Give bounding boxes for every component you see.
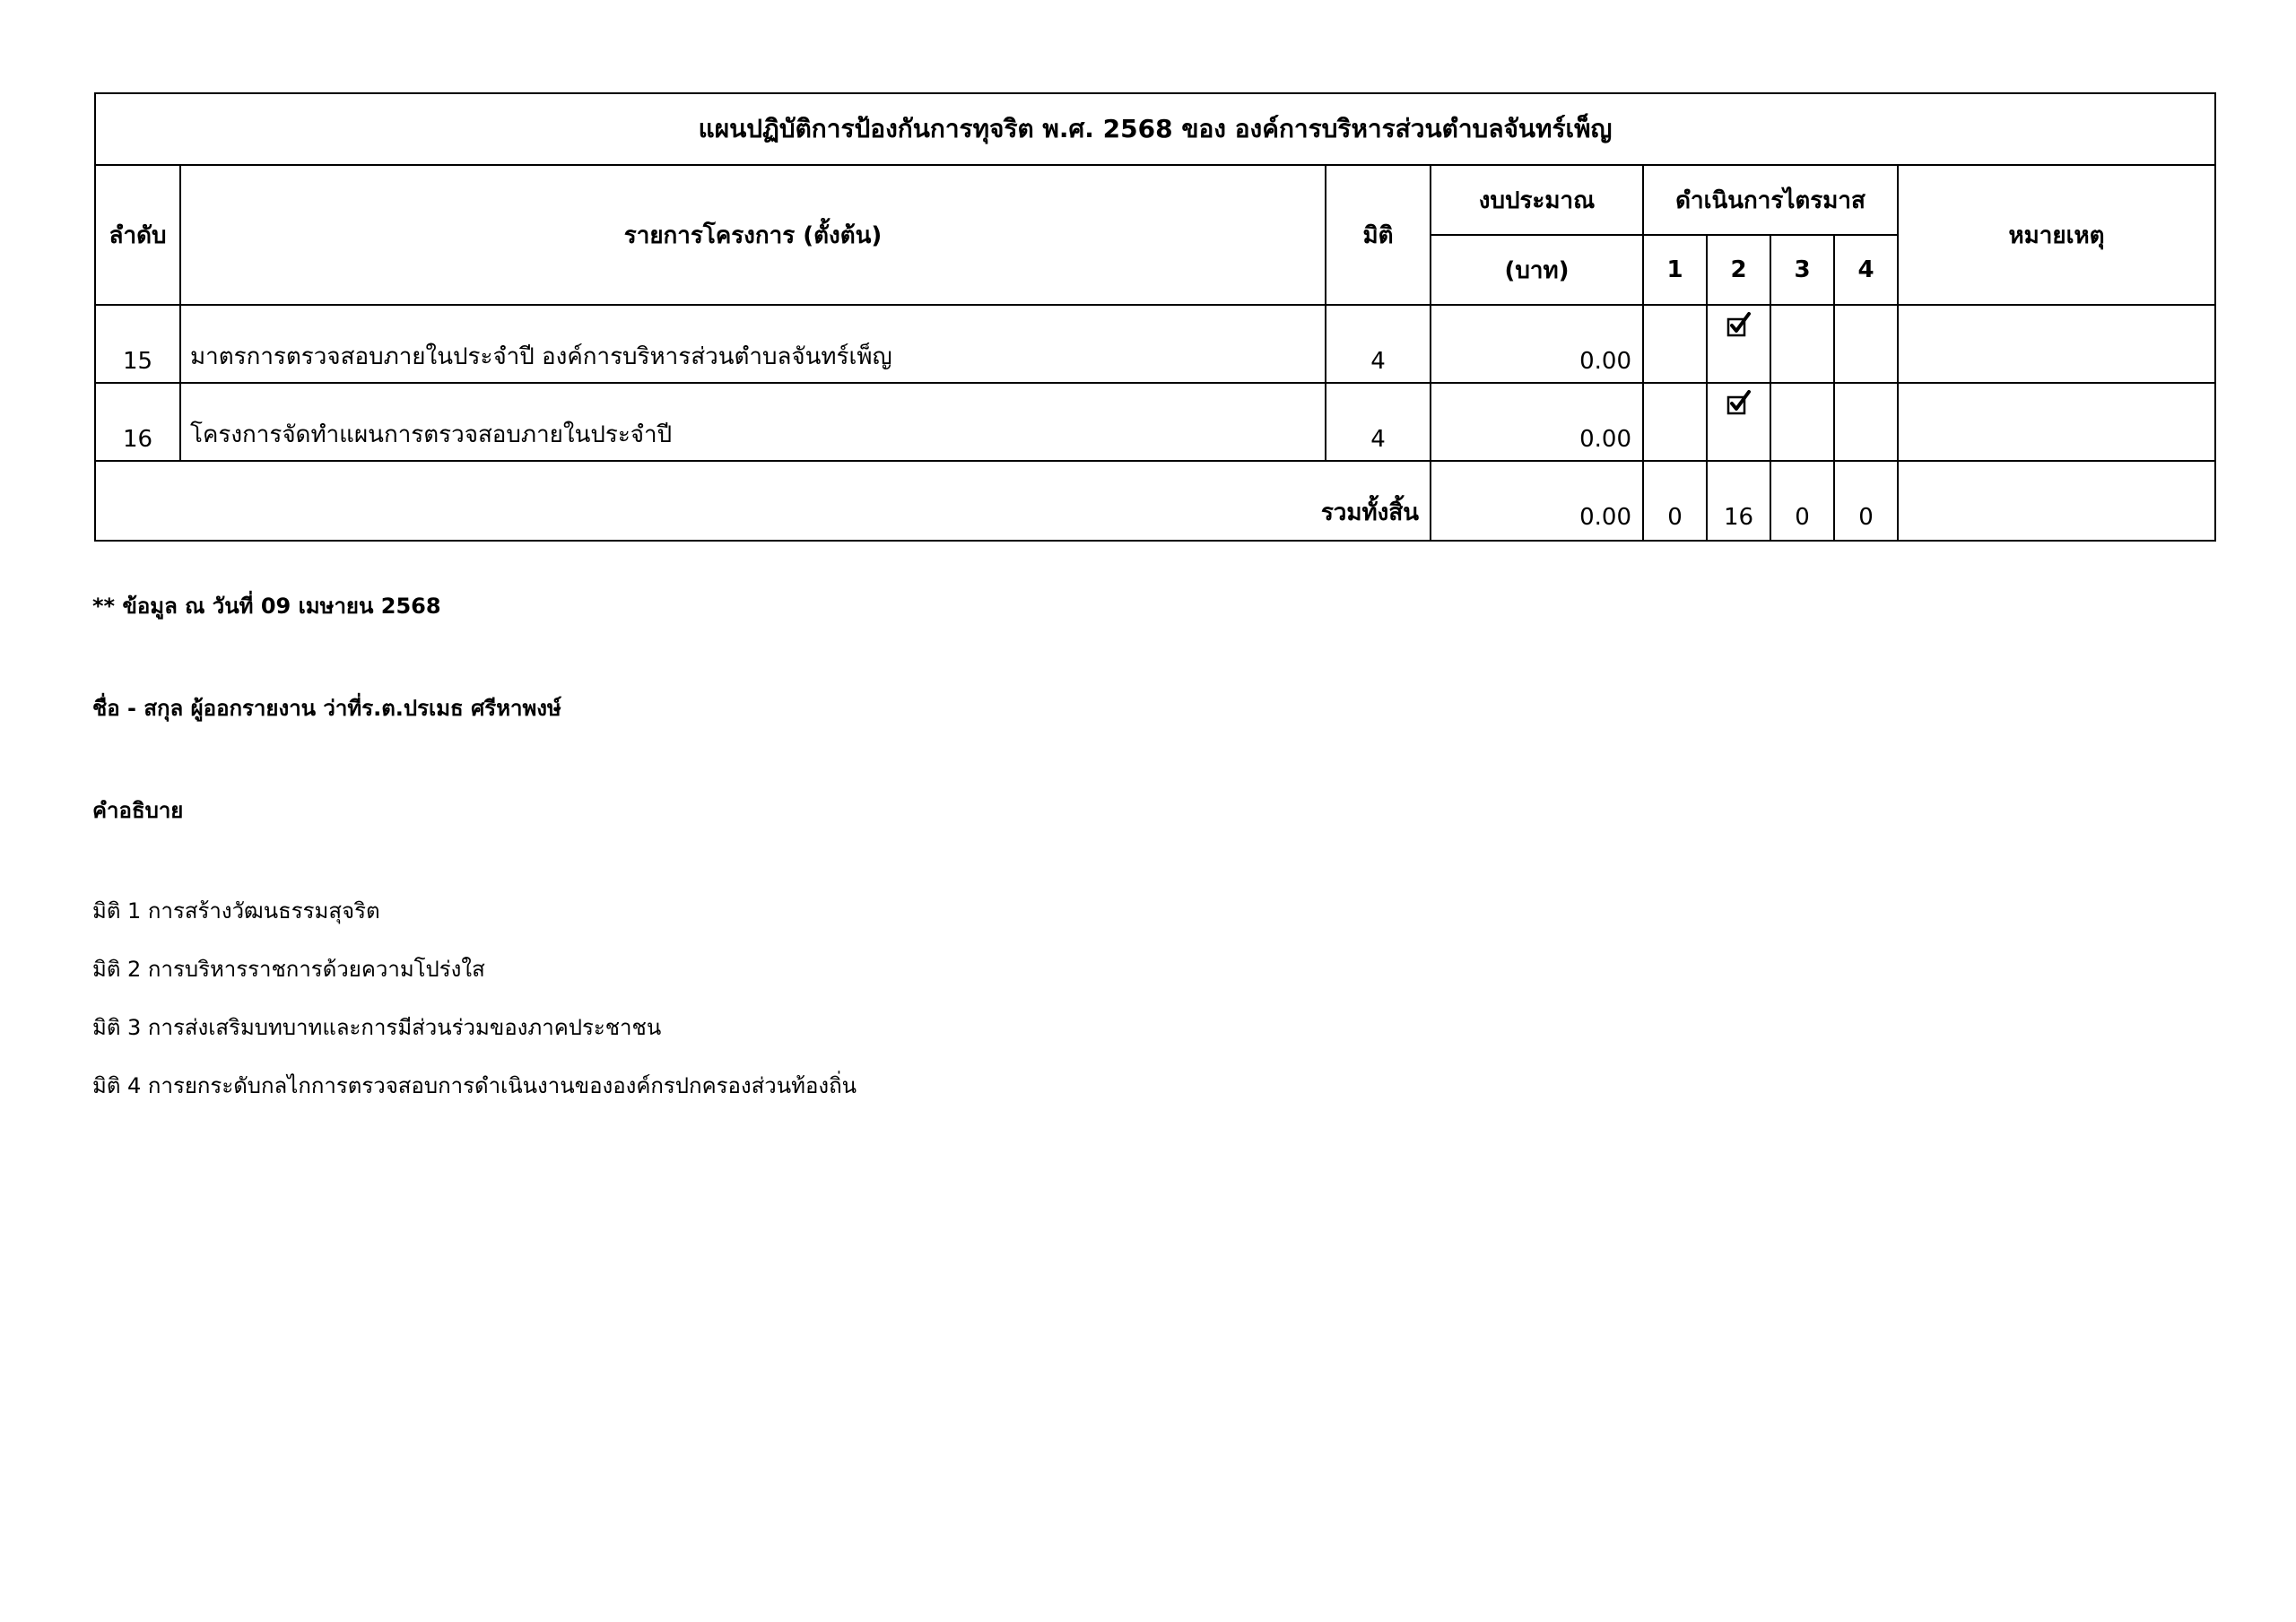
dimension-3-note: มิติ 3 การส่งเสริมบทบาทและการมีส่วนร่วมของภาคประชาชน bbox=[92, 1015, 662, 1040]
cell-dimension: 4 bbox=[1326, 305, 1431, 383]
total-q2: 16 bbox=[1707, 461, 1770, 541]
checkbox-checked-icon bbox=[1726, 311, 1752, 338]
cell-order: 15 bbox=[95, 305, 180, 383]
total-remark bbox=[1898, 461, 2215, 541]
total-q3: 0 bbox=[1770, 461, 1834, 541]
table-row bbox=[95, 305, 2215, 383]
cell-budget: 0.00 bbox=[1431, 383, 1643, 461]
cell-q3 bbox=[1770, 305, 1834, 383]
header-q1: 1 bbox=[1643, 235, 1707, 305]
cell-q1 bbox=[1643, 305, 1707, 383]
cell-order: 16 bbox=[95, 383, 180, 461]
header-q3: 3 bbox=[1770, 235, 1834, 305]
table-title: แผนปฏิบัติการป้องกันการทุจริต พ.ศ. 2568 ของ องค์การบริหารส่วนตำบลจันทร์เพ็ญ bbox=[95, 93, 2215, 165]
header-remark: หมายเหตุ bbox=[1898, 165, 2215, 305]
total-row bbox=[95, 461, 2215, 541]
total-label: รวมทั้งสิ้น bbox=[95, 461, 1431, 541]
header-q2: 2 bbox=[1707, 235, 1770, 305]
reporter-note: ชื่อ - สกุล ผู้ออกรายงาน ว่าที่ร.ต.ปรเมธ ศรีหาพงษ์ bbox=[92, 696, 561, 721]
cell-budget: 0.00 bbox=[1431, 305, 1643, 383]
data-date-note: ** ข้อมูล ณ วันที่ 09 เมษายน 2568 bbox=[92, 594, 441, 619]
anti-corruption-plan-table bbox=[94, 92, 2216, 542]
dimension-4-note: มิติ 4 การยกระดับกลไกการตรวจสอบการดำเนินงานขององค์กรปกครองส่วนท้องถิ่น bbox=[92, 1073, 857, 1098]
total-q1: 0 bbox=[1643, 461, 1707, 541]
cell-q2 bbox=[1707, 305, 1770, 383]
header-quarter-group: ดำเนินการไตรมาส bbox=[1643, 165, 1898, 235]
cell-q4 bbox=[1834, 383, 1898, 461]
dimension-1-note: มิติ 1 การสร้างวัฒนธรรมสุจริต bbox=[92, 898, 380, 924]
dimension-2-note: มิติ 2 การบริหารราชการด้วยความโปร่งใส bbox=[92, 957, 485, 982]
cell-project: มาตรการตรวจสอบภายในประจำปี องค์การบริหารส่วนตำบลจันทร์เพ็ญ bbox=[180, 305, 1326, 383]
table-row bbox=[95, 383, 2215, 461]
cell-project: โครงการจัดทำแผนการตรวจสอบภายในประจำปี bbox=[180, 383, 1326, 461]
checkbox-checked-icon bbox=[1726, 389, 1752, 416]
total-q4: 0 bbox=[1834, 461, 1898, 541]
cell-remark bbox=[1898, 383, 2215, 461]
explanation-title: คำอธิบาย bbox=[92, 798, 184, 823]
header-order: ลำดับ bbox=[95, 165, 180, 305]
cell-q4 bbox=[1834, 305, 1898, 383]
header-project: รายการโครงการ (ตั้งต้น) bbox=[180, 165, 1326, 305]
cell-dimension: 4 bbox=[1326, 383, 1431, 461]
cell-remark bbox=[1898, 305, 2215, 383]
cell-q1 bbox=[1643, 383, 1707, 461]
header-budget: งบประมาณ bbox=[1431, 165, 1643, 235]
cell-q3 bbox=[1770, 383, 1834, 461]
total-budget: 0.00 bbox=[1431, 461, 1643, 541]
header-budget-unit: (บาท) bbox=[1431, 235, 1643, 305]
cell-q2 bbox=[1707, 383, 1770, 461]
header-q4: 4 bbox=[1834, 235, 1898, 305]
header-dimension: มิติ bbox=[1326, 165, 1431, 305]
